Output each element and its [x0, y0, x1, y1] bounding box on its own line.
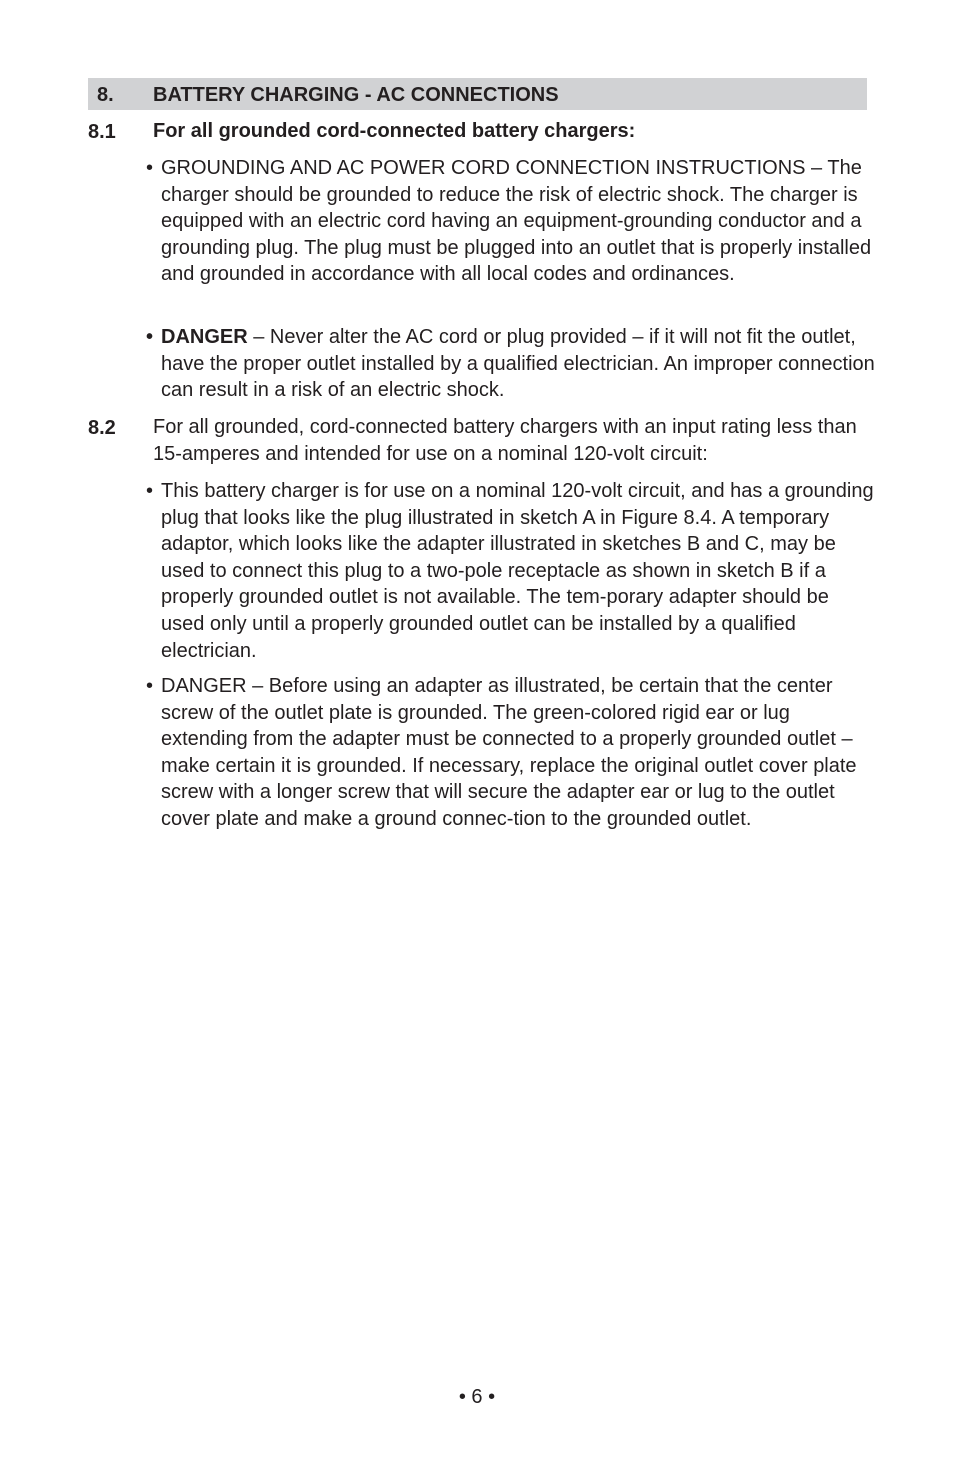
section-8-1-bullet-1: [146, 155, 876, 288]
bullet-text: GROUNDING AND AC POWER CORD CONNECTION INSTRUCTIONS – The charger should be grounded to reduce the risk of electric shock. The charger is equipped with an electric cord having an equipment-grounding conductor and a grounding plug. The plug must be plugged into an outlet that is properly installed and grounded in accordance with all local codes and ordinances.: [161, 157, 872, 286]
danger-label: DANGER: [161, 326, 248, 348]
section-8-1-title: For all grounded cord-connected battery chargers:: [153, 120, 636, 142]
section-8-2-bullet-1: [146, 478, 876, 664]
bullet-marker: •: [146, 157, 154, 179]
section-8-2-bullet-2: [146, 673, 876, 833]
bullet-marker: •: [146, 675, 154, 697]
section-8-1-number: 8.1: [88, 121, 116, 143]
bullet-marker: •: [146, 480, 154, 502]
section-header-title: BATTERY CHARGING - AC CONNECTIONS: [153, 84, 559, 106]
section-8-2-number: 8.2: [88, 417, 116, 439]
bullet-text: This battery charger is for use on a nominal 120-volt circuit, and has a grounding plug that looks like the plug illustrated in sketch A in Figure 8.4. A temporary adaptor, which looks like the adapter illustrated in sketches B and C, may be used to connect this plug to a two-pole receptacle as shown in sketch B if a properly grounded outlet is not available. The tem-porary adapter should be used only until a properly grounded outlet can be installed by a qualified electrician.: [161, 480, 874, 662]
page-number: • 6 •: [458, 1386, 496, 1408]
section-header-number: 8.: [97, 84, 114, 106]
bullet-text: – Never alter the AC cord or plug provided – if it will not fit the outlet, have the proper outlet installed by a qualified electrician. An improper connection can result in a risk of an electric shock.: [161, 326, 875, 402]
bullet-text: DANGER – Before using an adapter as illustrated, be certain that the center screw of the outlet plate is grounded. The green-colored rigid ear or lug extending from the adapter must be connected to a properly grounded outlet – make certain it is grounded. If necessary, replace the original outlet cover plate screw with a longer screw that will secure the adapter ear or lug to the outlet cover plate and make a ground connec-tion to the grounded outlet.: [161, 675, 857, 830]
bullet-marker: •: [146, 326, 154, 348]
section-8-1-bullet-2: [146, 324, 876, 404]
section-8-2-title: For all grounded, cord-connected battery chargers with an input rating less than 15-amperes and intended for use on a nominal 120-volt circuit:: [153, 416, 857, 465]
